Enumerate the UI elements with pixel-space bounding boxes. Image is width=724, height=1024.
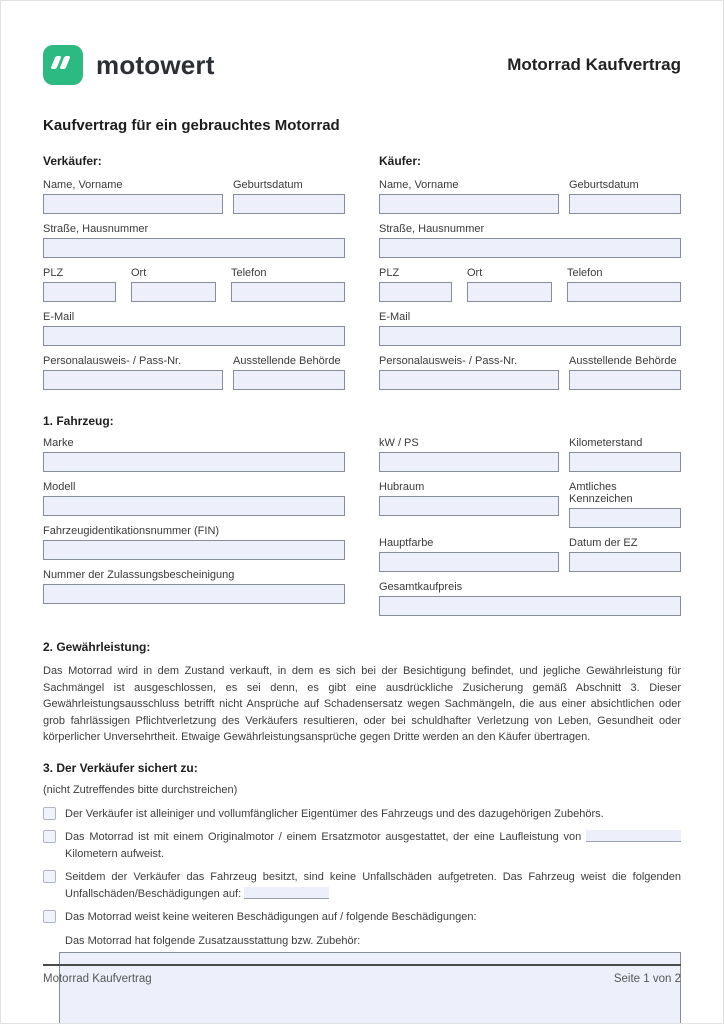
buyer-street-field xyxy=(379,223,681,258)
seller-column xyxy=(43,154,345,399)
seller-email-label: E-Mail xyxy=(43,311,75,323)
seller-name-field xyxy=(43,179,223,214)
kennzeichen-field xyxy=(569,481,681,528)
gesamtkaufpreis-label: Gesamtkaufpreis xyxy=(379,581,463,593)
buyer-id-input[interactable] xyxy=(379,370,559,390)
vehicle-right-column xyxy=(379,437,681,625)
seller-authority-input[interactable] xyxy=(233,370,345,390)
assurance-item-damage xyxy=(43,909,681,926)
vehicle-heading: 1. Fahrzeug: xyxy=(43,414,114,428)
seller-id-label: Personalausweis- / Pass-Nr. xyxy=(43,355,182,367)
accident-damage-inline-field[interactable] xyxy=(244,887,329,899)
buyer-email-input[interactable] xyxy=(379,326,681,346)
buyer-email-label: E-Mail xyxy=(379,311,411,323)
seller-birthdate-field xyxy=(233,179,345,214)
assurance-item-owner xyxy=(43,806,681,823)
assurance-owner-text: Der Verkäufer ist alleiniger und vollumfänglicher Eigentümer des Fahrzeugs und des dazugehörigen Zubehörs. xyxy=(65,807,604,820)
kw-ps-field xyxy=(379,437,559,472)
seller-street-input[interactable] xyxy=(43,238,345,258)
assurance-motor-text xyxy=(65,829,681,862)
equipment-textarea[interactable] xyxy=(59,952,681,1024)
buyer-birthdate-field xyxy=(569,179,681,214)
buyer-plz-input[interactable] xyxy=(379,282,452,302)
buyer-street-label: Straße, Hausnummer xyxy=(379,223,485,235)
buyer-email-field xyxy=(379,311,681,346)
hauptfarbe-input[interactable] xyxy=(379,552,559,572)
kilometerstand-field xyxy=(569,437,681,472)
hubraum-label: Hubraum xyxy=(379,481,425,493)
hubraum-input[interactable] xyxy=(379,496,559,516)
motor-checkbox[interactable] xyxy=(43,830,56,843)
equipment-label: Das Motorrad hat folgende Zusatzausstattung bzw. Zubehör: xyxy=(65,934,361,947)
warranty-text: Das Motorrad wird in dem Zustand verkauft, in dem es sich bei der Besichtigung befindet, und jegliche Gewährleistung für Sachmängel ist ausgeschlossen, es sei denn, es gibt eine ausdrückliche Zusicherung gemäß Abschnitt 3. Dieser Gewährleistungsausschluss betrifft nicht Ansprüche auf Schadensersatz wegen Sachmängeln, die aus einer absichtlichen oder grob fahrlässigen Pflichtverletzung des Verkäufers resultieren, oder bei schuldhafter Verletzung von Leben, Gesundheit oder körperlicher Unversehrtheit. Etwaige Gewährleistungsansprüche gegen Dritte werden an den Käufer übertragen. xyxy=(43,665,681,743)
seller-street-label: Straße, Hausnummer xyxy=(43,223,149,235)
buyer-heading: Käufer: xyxy=(379,154,422,168)
fin-label: Fahrzeugidentikationsnummer (FIN) xyxy=(43,525,220,537)
seller-id-field xyxy=(43,355,223,390)
registration-number-input[interactable] xyxy=(43,584,345,604)
assurance-damage-text: Das Motorrad weist keine weiteren Beschädigungen auf / folgende Beschädigungen: xyxy=(65,911,477,923)
seller-plz-field xyxy=(43,267,116,302)
registration-number-label: Nummer der Zulassungsbescheinigung xyxy=(43,569,235,581)
seller-name-input[interactable] xyxy=(43,194,223,214)
gesamtkaufpreis-field xyxy=(379,581,681,616)
assurance-item-accident xyxy=(43,869,681,902)
vehicle-section xyxy=(43,437,681,625)
seller-email-input[interactable] xyxy=(43,326,345,346)
document-title: Motorrad Kaufvertrag xyxy=(507,55,681,74)
kilometerstand-input[interactable] xyxy=(569,452,681,472)
marke-label: Marke xyxy=(43,437,74,449)
buyer-street-input[interactable] xyxy=(379,238,681,258)
page-footer xyxy=(43,964,681,985)
hubraum-field xyxy=(379,481,559,528)
modell-label: Modell xyxy=(43,481,76,493)
seller-phone-input[interactable] xyxy=(231,282,345,302)
seller-heading: Verkäufer: xyxy=(43,154,102,168)
datum-ez-input[interactable] xyxy=(569,552,681,572)
buyer-plz-field xyxy=(379,267,452,302)
assurance-accident-line2: Unfallschäden/Beschädigungen auf: xyxy=(65,887,242,900)
page-title: Kaufvertrag für ein gebrauchtes Motorrad xyxy=(43,117,340,134)
kilometerstand-label: Kilometerstand xyxy=(569,437,643,449)
gesamtkaufpreis-input[interactable] xyxy=(379,596,681,616)
kennzeichen-input[interactable] xyxy=(569,508,681,528)
seller-id-input[interactable] xyxy=(43,370,223,390)
buyer-name-input[interactable] xyxy=(379,194,559,214)
motowert-logo-icon xyxy=(43,45,83,85)
buyer-column xyxy=(379,154,681,399)
assurance-accident-line1: Seitdem der Verkäufer das Fahrzeug besitzt, sind keine Unfallschäden aufgetreten. Das Fahrzeug weist die folgenden xyxy=(65,871,681,883)
seller-city-input[interactable] xyxy=(131,282,216,302)
buyer-plz-label: PLZ xyxy=(379,267,400,279)
brand-name: motowert xyxy=(96,49,215,80)
seller-plz-label: PLZ xyxy=(43,267,64,279)
assurance-motor-text-before: Das Motorrad ist mit einem Originalmotor / einem Ersatzmotor ausgestattet, der eine Laufleistung von xyxy=(65,831,582,843)
registration-number-field xyxy=(43,569,345,604)
seller-city-field xyxy=(131,267,216,302)
modell-input[interactable] xyxy=(43,496,345,516)
assurance-accident-text xyxy=(65,869,681,902)
marke-input[interactable] xyxy=(43,452,345,472)
buyer-name-label: Name, Vorname xyxy=(379,179,459,191)
seller-birthdate-input[interactable] xyxy=(233,194,345,214)
owner-checkbox[interactable] xyxy=(43,807,56,820)
buyer-city-field xyxy=(467,267,552,302)
datum-ez-label: Datum der EZ xyxy=(569,537,638,549)
footer-title: Motorrad Kaufvertrag xyxy=(43,973,152,985)
hauptfarbe-label: Hauptfarbe xyxy=(379,537,434,549)
buyer-city-label: Ort xyxy=(467,267,483,279)
accident-checkbox[interactable] xyxy=(43,870,56,883)
fin-field xyxy=(43,525,345,560)
buyer-authority-label: Ausstellende Behörde xyxy=(569,355,677,367)
seller-phone-label: Telefon xyxy=(231,267,267,279)
seller-street-field xyxy=(43,223,345,258)
assurance-item-motor xyxy=(43,829,681,862)
seller-authority-field xyxy=(233,355,345,390)
buyer-birthdate-input[interactable] xyxy=(569,194,681,214)
seller-name-label: Name, Vorname xyxy=(43,179,123,191)
buyer-name-field xyxy=(379,179,559,214)
datum-ez-field xyxy=(569,537,681,572)
vehicle-left-column xyxy=(43,437,345,625)
assurances-note: (nicht Zutreffendes bitte durchstreichen) xyxy=(43,783,238,796)
warranty-heading: 2. Gewährleistung: xyxy=(43,640,151,654)
buyer-phone-input[interactable] xyxy=(567,282,681,302)
modell-field xyxy=(43,481,345,516)
footer-page-number: Seite 1 von 2 xyxy=(613,973,681,985)
mileage-inline-field[interactable] xyxy=(586,830,681,842)
brand xyxy=(43,45,215,85)
marke-field xyxy=(43,437,345,472)
buyer-authority-field xyxy=(569,355,681,390)
header xyxy=(43,45,681,85)
buyer-id-field xyxy=(379,355,559,390)
buyer-authority-input[interactable] xyxy=(569,370,681,390)
assurance-motor-text-after: Kilometern aufweist. xyxy=(65,847,165,860)
kw-ps-input[interactable] xyxy=(379,452,559,472)
fin-input[interactable] xyxy=(43,540,345,560)
buyer-id-label: Personalausweis- / Pass-Nr. xyxy=(379,355,518,367)
assurances-heading: 3. Der Verkäufer sichert zu: xyxy=(43,760,198,775)
seller-phone-field xyxy=(231,267,345,302)
seller-email-field xyxy=(43,311,345,346)
seller-authority-label: Ausstellende Behörde xyxy=(233,355,341,367)
kennzeichen-label: Amtliches Kennzeichen xyxy=(569,481,633,505)
seller-birthdate-label: Geburtsdatum xyxy=(233,179,303,191)
kw-ps-label: kW / PS xyxy=(379,437,419,449)
buyer-city-input[interactable] xyxy=(467,282,552,302)
buyer-birthdate-label: Geburtsdatum xyxy=(569,179,639,191)
damage-checkbox[interactable] xyxy=(43,910,56,923)
hauptfarbe-field xyxy=(379,537,559,572)
seller-city-label: Ort xyxy=(131,267,147,279)
parties-section xyxy=(43,154,681,399)
buyer-phone-field xyxy=(567,267,681,302)
seller-plz-input[interactable] xyxy=(43,282,116,302)
buyer-phone-label: Telefon xyxy=(567,267,603,279)
